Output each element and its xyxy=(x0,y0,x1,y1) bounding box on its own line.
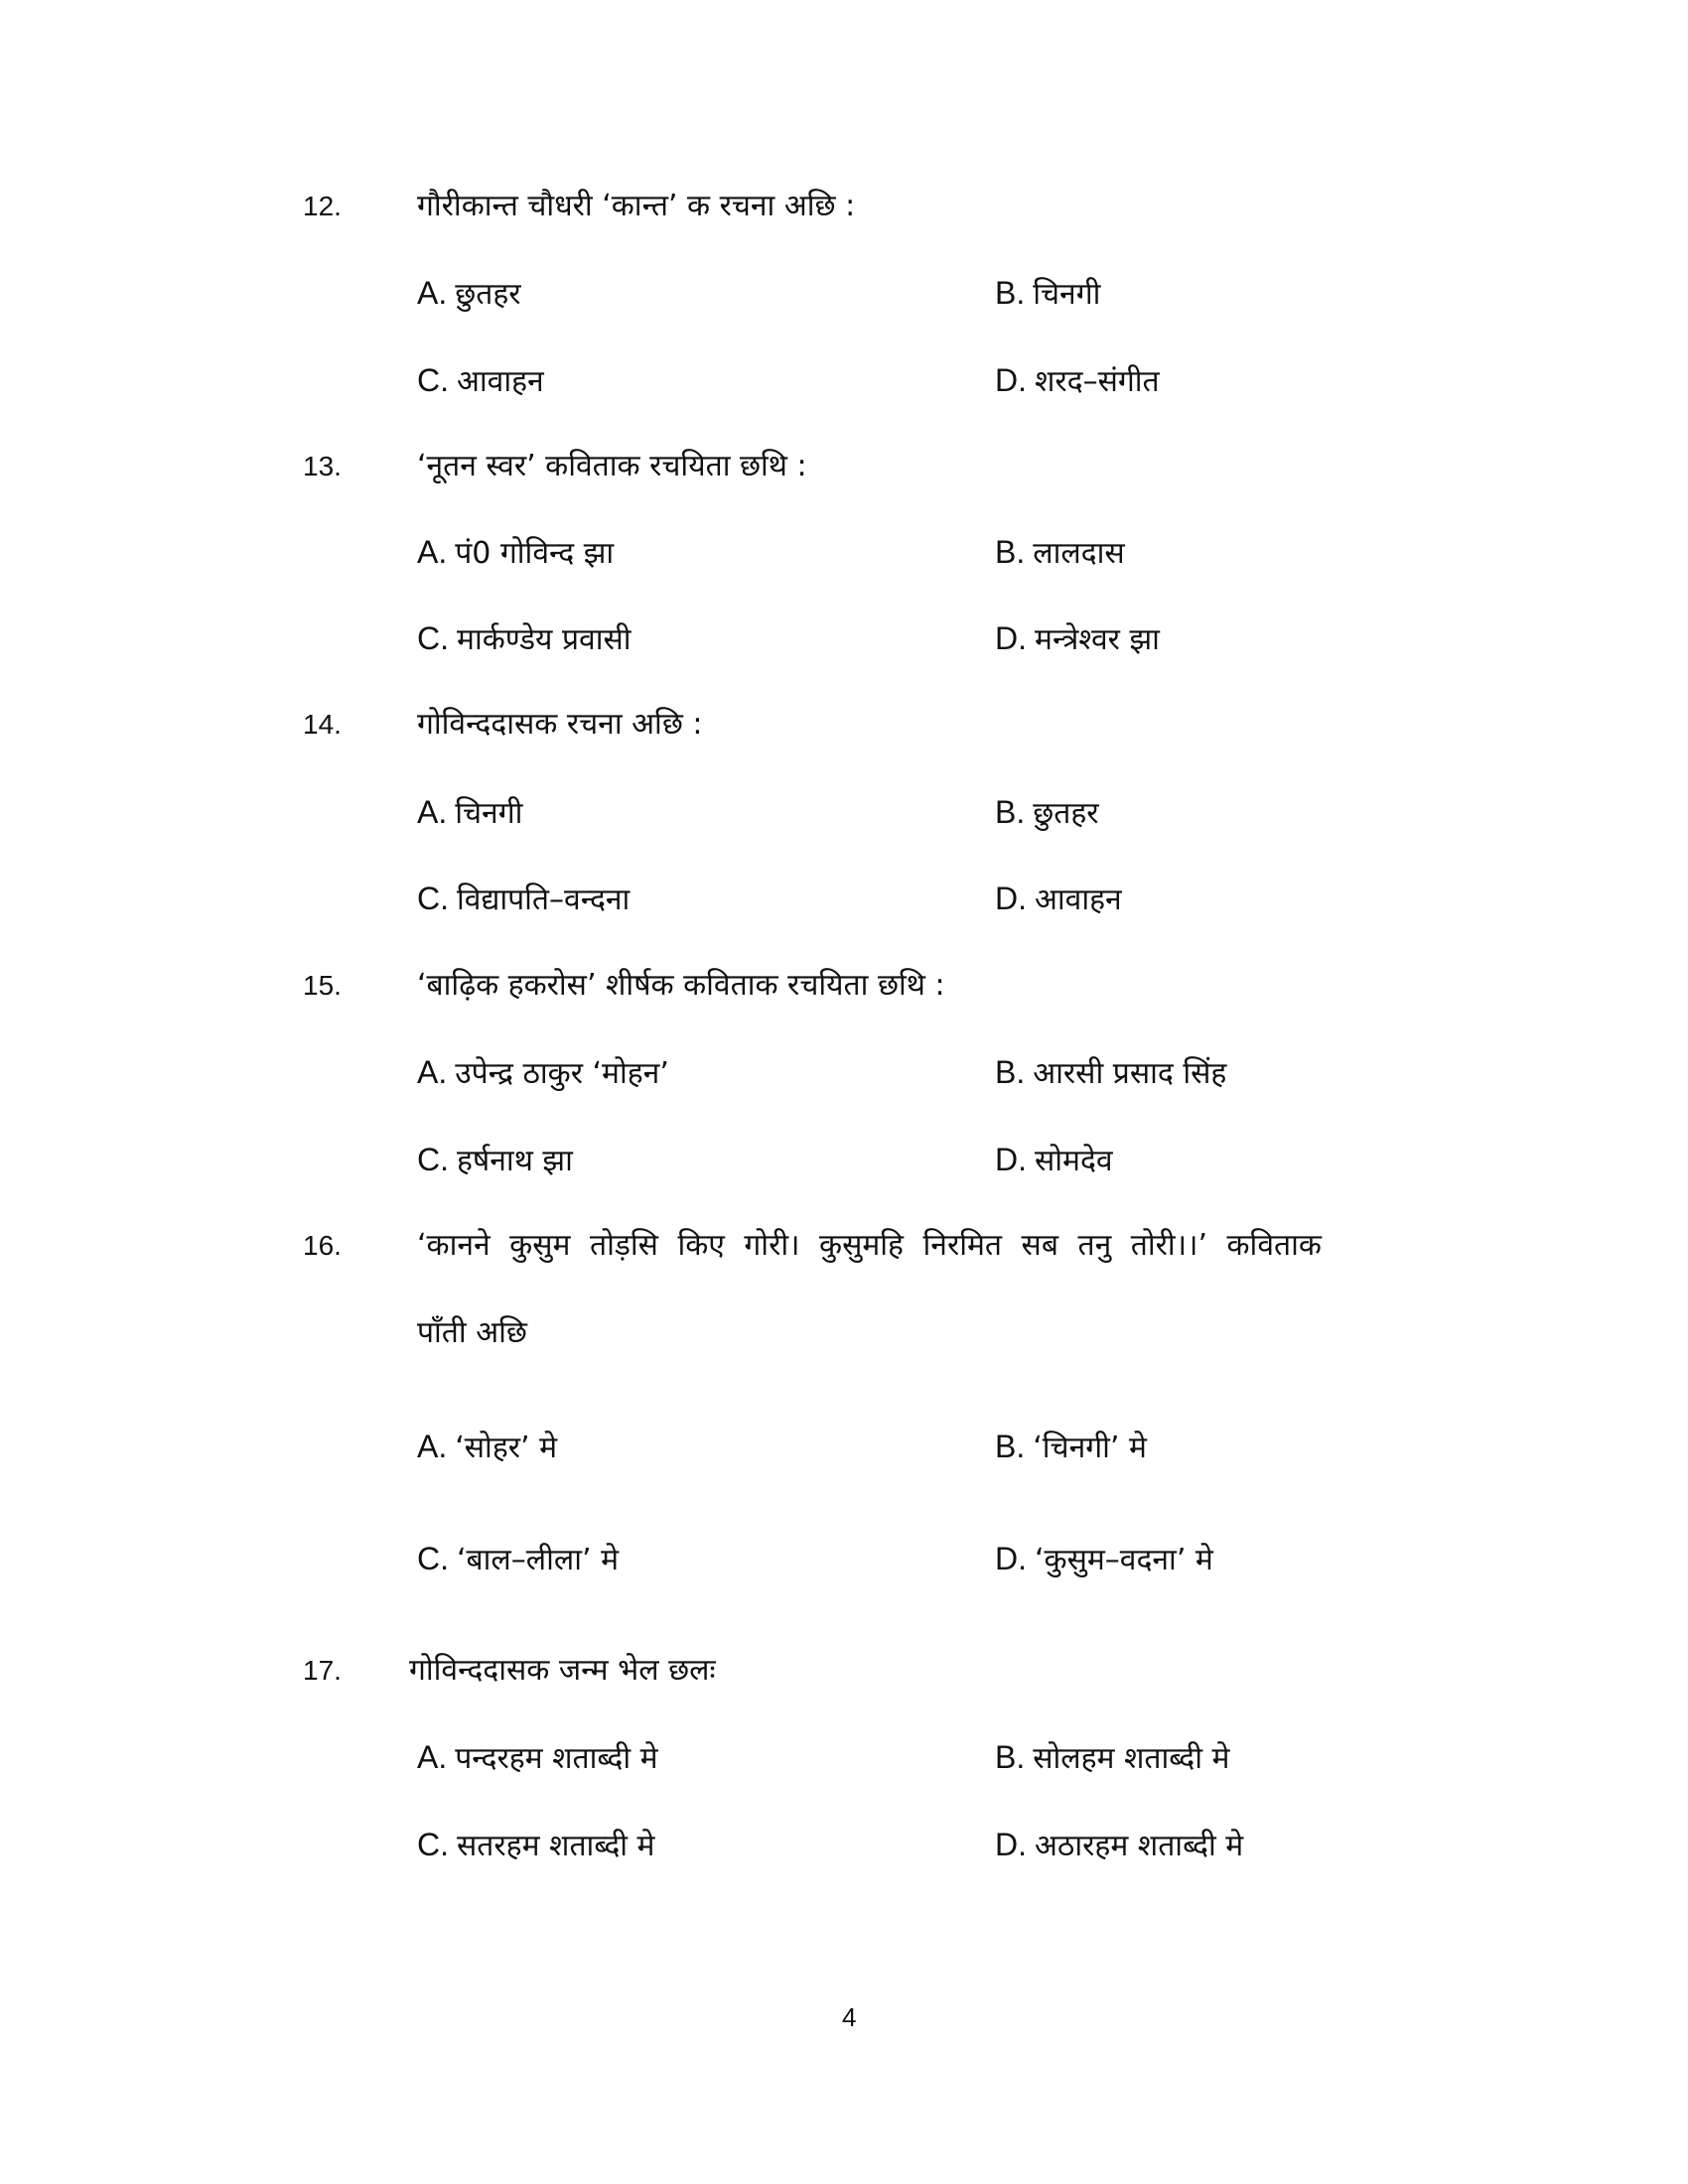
question-number: 17. xyxy=(303,1655,342,1686)
option-text: शरद–संगीत xyxy=(1035,364,1160,399)
option-b[interactable] xyxy=(995,532,1125,574)
option-text: आरसी प्रसाद सिंह xyxy=(1033,1056,1227,1091)
option-letter: C. xyxy=(417,1827,449,1862)
option-letter: D. xyxy=(995,1142,1027,1177)
option-letter: A. xyxy=(417,1054,448,1090)
option-text: सोलहम शताब्दी मे xyxy=(1033,1741,1230,1776)
option-text: चिनगी xyxy=(1033,277,1101,312)
option-c[interactable] xyxy=(417,879,630,920)
option-letter: B. xyxy=(995,1429,1026,1464)
option-letter: B. xyxy=(995,534,1026,570)
option-letter: B. xyxy=(995,794,1026,830)
option-text: छुतहर xyxy=(455,277,521,312)
option-text: सोमदेव xyxy=(1035,1144,1113,1178)
option-d[interactable] xyxy=(995,1539,1213,1580)
option-letter: C. xyxy=(417,1142,449,1177)
option-text: ‘बाल–लीला’ मे xyxy=(457,1543,620,1577)
option-a[interactable] xyxy=(417,1052,669,1094)
option-letter: B. xyxy=(995,1739,1026,1775)
question-text: ‘बाढ़िक हकरोस’ शीर्षक कविताक रचयिता छथि : xyxy=(417,968,945,1003)
option-letter: D. xyxy=(995,881,1027,916)
question-text: गोविन्ददासक रचना अछि : xyxy=(417,707,703,742)
option-d[interactable] xyxy=(995,1140,1113,1181)
option-a[interactable] xyxy=(417,532,614,574)
option-letter: D. xyxy=(995,1541,1027,1576)
option-text: पं0 गोविन्द झा xyxy=(455,536,615,571)
option-b[interactable] xyxy=(995,1427,1147,1468)
option-letter: C. xyxy=(417,620,449,656)
option-c[interactable] xyxy=(417,618,632,660)
option-letter: D. xyxy=(995,620,1027,656)
question-text: गौरीकान्त चौधरी ‘कान्त’ क रचना अछि : xyxy=(417,189,856,223)
question-number: 16. xyxy=(303,1230,342,1261)
option-letter: B. xyxy=(995,1054,1026,1090)
option-text: आवाहन xyxy=(1035,883,1122,917)
option-text: लालदास xyxy=(1033,536,1125,571)
option-text: छुतहर xyxy=(1033,796,1099,831)
option-a[interactable] xyxy=(417,1737,658,1779)
option-c[interactable] xyxy=(417,1825,655,1866)
option-text: विद्यापति–वन्दना xyxy=(457,883,631,917)
option-d[interactable] xyxy=(995,360,1160,402)
question-number: 13. xyxy=(303,451,342,481)
option-letter: A. xyxy=(417,794,448,830)
option-b[interactable] xyxy=(995,1052,1226,1094)
option-text: मार्कण्डेय प्रवासी xyxy=(457,622,632,657)
option-letter: A. xyxy=(417,1429,448,1464)
option-text: अठारहम शताब्दी मे xyxy=(1035,1829,1244,1863)
option-d[interactable] xyxy=(995,618,1160,660)
question-number: 14. xyxy=(303,709,342,740)
option-letter: A. xyxy=(417,1739,448,1775)
option-a[interactable] xyxy=(417,792,522,834)
option-letter: C. xyxy=(417,881,449,916)
option-text: उपेन्द्र ठाकुर ‘मोहन’ xyxy=(455,1056,669,1091)
question-number: 15. xyxy=(303,970,342,1001)
option-text: सतरहम शताब्दी मे xyxy=(457,1829,655,1863)
option-text: ‘सोहर’ मे xyxy=(455,1431,558,1465)
page-number: 4 xyxy=(842,2002,857,2032)
option-letter: D. xyxy=(995,1827,1027,1862)
option-text: आवाहन xyxy=(457,364,544,399)
question-number: 12. xyxy=(303,191,342,221)
question-text: ‘कानने कुसुम तोड़सि किए गोरी। कुसुमहि निरमित सब तनु तोरी।।’ कविताक xyxy=(417,1228,1322,1263)
option-d[interactable] xyxy=(995,1825,1243,1866)
question-text: ‘नूतन स्वर’ कविताक रचयिता छथि : xyxy=(417,449,807,483)
option-text: ‘कुसुम–वदना’ मे xyxy=(1035,1543,1213,1577)
option-letter: A. xyxy=(417,275,448,311)
question-text: गोविन्ददासक जन्म भेल छलः xyxy=(409,1653,716,1688)
option-a[interactable] xyxy=(417,1427,557,1468)
option-a[interactable] xyxy=(417,273,521,315)
option-text: मन्त्रेश्वर झा xyxy=(1035,622,1160,657)
option-letter: D. xyxy=(995,362,1027,398)
option-letter: C. xyxy=(417,1541,449,1576)
question-text-line2: पाँती अछि xyxy=(417,1315,527,1350)
option-letter: C. xyxy=(417,362,449,398)
option-text: हर्षनाथ झा xyxy=(457,1144,573,1178)
option-b[interactable] xyxy=(995,1737,1229,1779)
option-b[interactable] xyxy=(995,792,1099,834)
option-text: चिनगी xyxy=(455,796,523,831)
option-letter: B. xyxy=(995,275,1026,311)
option-d[interactable] xyxy=(995,879,1122,920)
option-b[interactable] xyxy=(995,273,1100,315)
option-text: ‘चिनगी’ मे xyxy=(1033,1431,1147,1465)
option-c[interactable] xyxy=(417,360,544,402)
option-c[interactable] xyxy=(417,1539,619,1580)
option-c[interactable] xyxy=(417,1140,573,1181)
option-letter: A. xyxy=(417,534,448,570)
option-text: पन्दरहम शताब्दी मे xyxy=(455,1741,658,1776)
